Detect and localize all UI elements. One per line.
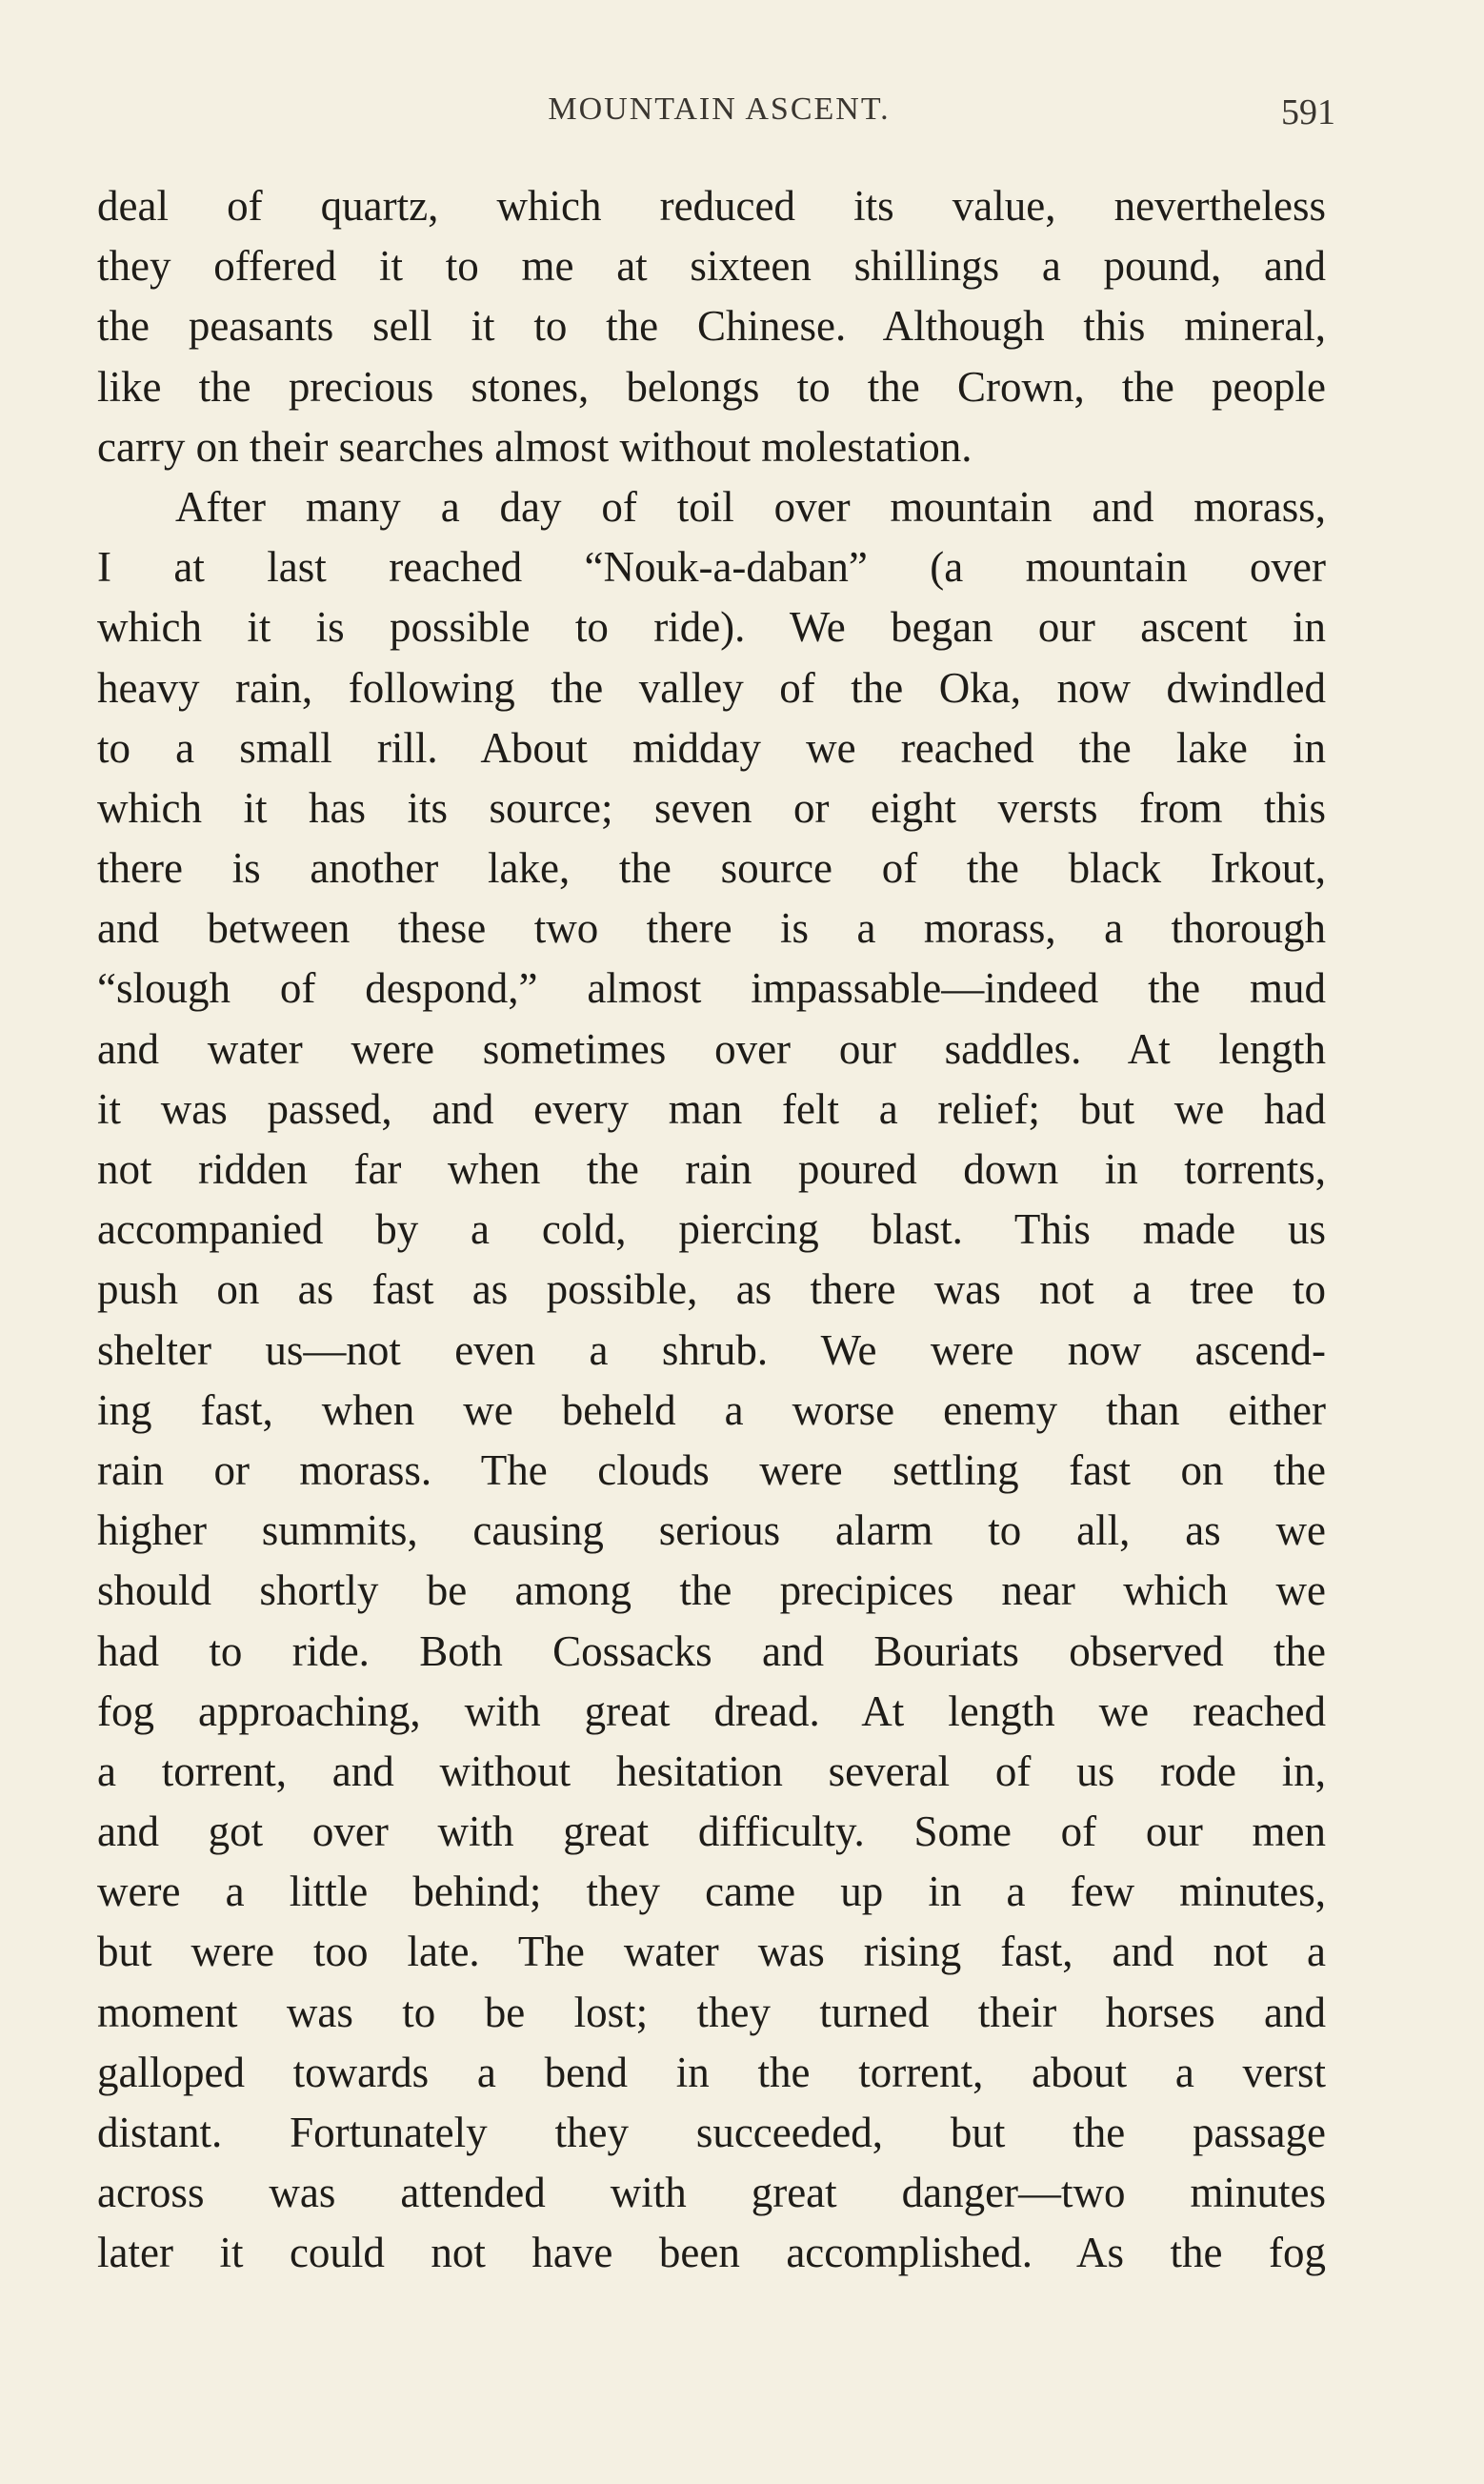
text-line: I at last reached “Nouk-a-daban” (a mountain over [97, 543, 1326, 592]
text-line: moment was to be lost; they turned their horses and [97, 1988, 1326, 2036]
page-number: 591 [1281, 92, 1335, 132]
text-line: ing fast, when we beheld a worse enemy than either [97, 1385, 1326, 1434]
text-line: had to ride. Both Cossacks and Bouriats observed the [97, 1626, 1326, 1675]
text-line: which it has its source; seven or eight versts from this [97, 783, 1326, 832]
text-line: the peasants sell it to the Chinese. Although this mineral, [97, 302, 1326, 351]
text-line: and between these two there is a morass, a thorough [97, 904, 1326, 953]
text-line: later it could not have been accomplished. As the fog [97, 2229, 1326, 2277]
text-line: shelter us—not even a shrub. We were now ascend- [97, 1325, 1326, 1374]
text-line: were a little behind; they came up in a few minutes, [97, 1868, 1326, 1916]
text-line: it was passed, and every man felt a relief; but we had [97, 1084, 1326, 1133]
text-line: heavy rain, following the valley of the Oka, now dwindled [97, 663, 1326, 712]
text-line: distant. Fortunately they succeeded, but the passage [97, 2109, 1326, 2156]
running-head [95, 91, 1343, 149]
text-line: but were too late. The water was rising fast, and not a [97, 1928, 1326, 1976]
text-line: which it is possible to ride). We began our ascent in [97, 603, 1326, 652]
text-line: across was attended with great danger—two minutes [97, 2169, 1326, 2217]
body-text [97, 176, 1326, 2284]
text-line: and got over with great difficulty. Some of our men [97, 1807, 1326, 1856]
text-line: rain or morass. The clouds were settling fast on the [97, 1445, 1326, 1494]
running-title: MOUNTAIN ASCENT. [548, 91, 891, 127]
text-line: not ridden far when the rain poured down in torrents, [97, 1145, 1326, 1193]
text-line: galloped towards a bend in the torrent, about a verst [97, 2048, 1326, 2096]
text-line: push on as fast as possible, as there was not a tree to [97, 1265, 1326, 1314]
text-line: higher summits, causing serious alarm to all, as we [97, 1506, 1326, 1555]
text-line: they offered it to me at sixteen shillings a pound, and [97, 242, 1326, 291]
text-line: “slough of despond,” almost impassable—indeed the mud [97, 964, 1326, 1013]
text-line: deal of quartz, which reduced its value, nevertheless [97, 182, 1326, 230]
text-line: to a small rill. About midday we reached the lake in [97, 723, 1326, 772]
text-line: should shortly be among the precipices near which we [97, 1566, 1326, 1615]
text-line: fog approaching, with great dread. At length we reached [97, 1686, 1326, 1735]
text-line: carry on their searches almost without molestation. [97, 422, 973, 471]
text-line: and water were sometimes over our saddles. At length [97, 1024, 1326, 1073]
text-line: accompanied by a cold, piercing blast. This made us [97, 1205, 1326, 1254]
text-line: a torrent, and without hesitation several of us rode in, [97, 1747, 1326, 1795]
text-line: After many a day of toil over mountain and morass, [175, 482, 1326, 531]
text-line: like the precious stones, belongs to the Crown, the people [97, 362, 1326, 411]
text-line: there is another lake, the source of the black Irkout, [97, 844, 1326, 893]
